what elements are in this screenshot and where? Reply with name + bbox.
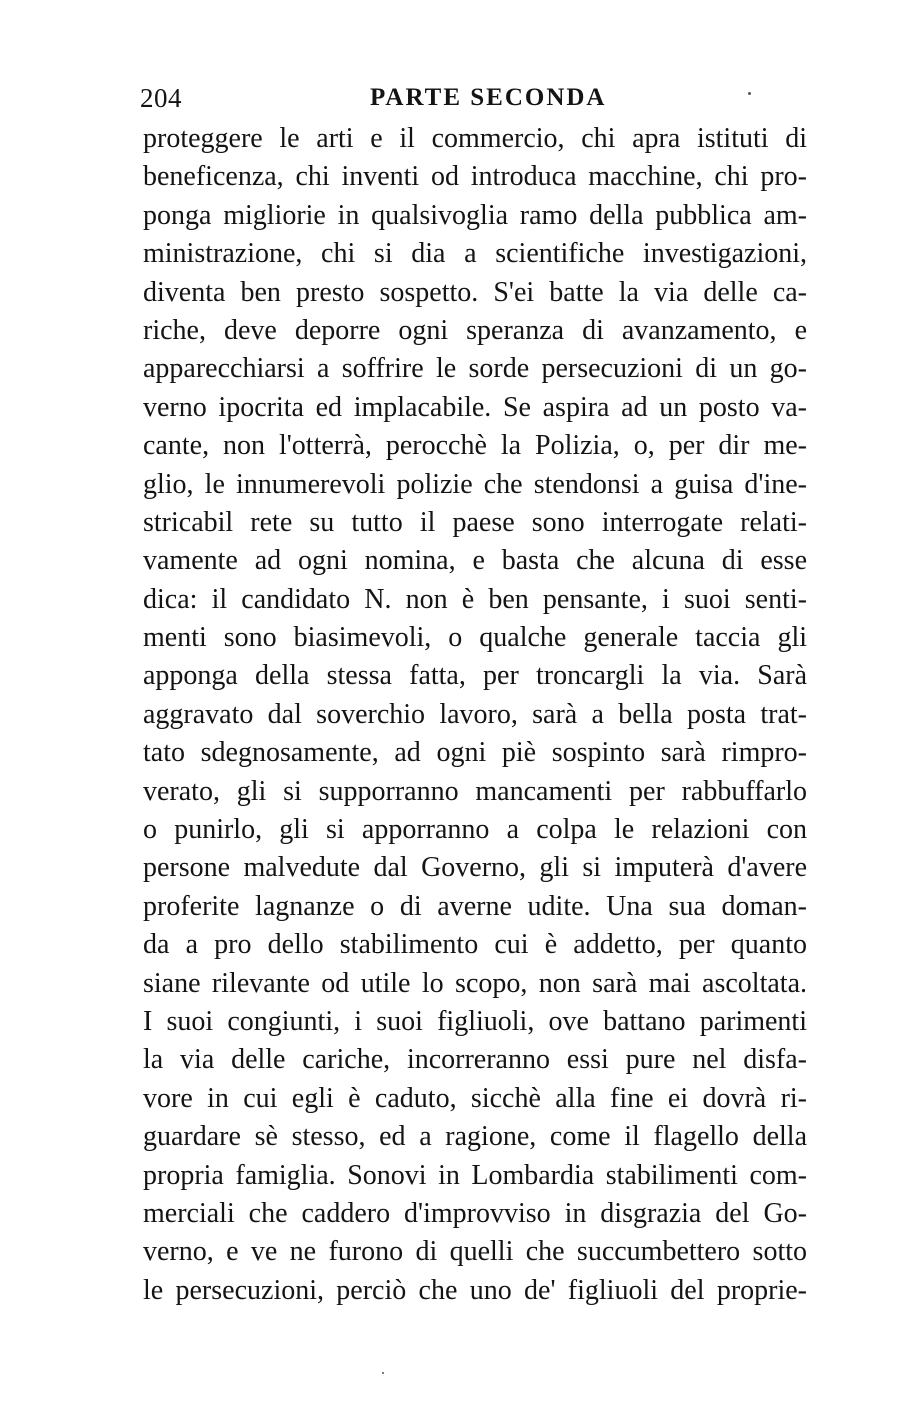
text-line: siane rilevante od utile lo scopo, non sarà mai ascoltata. — [143, 967, 807, 999]
text-line: guardare sè stesso, ed a ragione, come il flagello della — [143, 1121, 807, 1153]
text-line: la via delle cariche, incorreranno essi pure nel disfa- — [143, 1044, 807, 1076]
text-line: apparecchiarsi a soffrire le sorde persecuzioni di un go- — [143, 353, 807, 385]
ink-speck — [748, 92, 751, 95]
text-line: ministrazione, chi si dia a scientifiche investigazioni, — [143, 238, 807, 270]
text-line: le persecuzioni, perciò che uno de' figliuoli del proprie- — [143, 1274, 807, 1306]
text-line: proferite lagnanze o di averne udite. Una sua doman- — [143, 890, 807, 922]
running-title: PARTE SECONDA — [370, 84, 607, 111]
text-line: menti sono biasimevoli, o qualche generale taccia gli — [143, 622, 807, 654]
text-line: o punirlo, gli si apporranno a colpa le relazioni con — [143, 814, 807, 846]
text-line: persone malvedute dal Governo, gli si imputerà d'avere — [143, 852, 807, 884]
text-line: verno ipocrita ed implacabile. Se aspira ad un posto va- — [143, 391, 807, 423]
text-line: cante, non l'otterrà, perocchè la Polizia, o, per dir me- — [143, 430, 807, 462]
ink-speck — [382, 1372, 384, 1374]
text-line: verno, e ve ne furono di quelli che succumbettero sotto — [143, 1236, 807, 1268]
text-line: stricabil rete su tutto il paese sono interrogate relati- — [143, 506, 807, 538]
text-line: I suoi congiunti, i suoi figliuoli, ove battano parimenti — [143, 1005, 807, 1037]
body-text — [143, 120, 807, 1310]
text-line: vamente ad ogni nomina, e basta che alcuna di esse — [143, 545, 807, 577]
text-line: verato, gli si supporranno mancamenti per rabbuffarlo — [143, 775, 807, 807]
text-line: propria famiglia. Sonovi in Lombardia stabilimenti com- — [143, 1159, 807, 1191]
page-header — [140, 80, 805, 116]
text-line: glio, le innumerevoli polizie che stendonsi a guisa d'ine- — [143, 468, 807, 500]
text-line: da a pro dello stabilimento cui è addetto, per quanto — [143, 929, 807, 961]
page-number: 204 — [140, 83, 182, 113]
text-line: beneficenza, chi inventi od introduca macchine, chi pro- — [143, 161, 807, 193]
text-line: tato sdegnosamente, ad ogni piè sospinto sarà rimpro- — [143, 737, 807, 769]
text-line: ponga migliorie in qualsivoglia ramo della pubblica am- — [143, 199, 807, 231]
text-line: vore in cui egli è caduto, sicchè alla fine ei dovrà ri- — [143, 1082, 807, 1114]
text-line: proteggere le arti e il commercio, chi apra istituti di — [143, 123, 807, 154]
text-line: aggravato dal soverchio lavoro, sarà a bella posta trat- — [143, 698, 807, 730]
text-line: riche, deve deporre ogni speranza di avanzamento, e — [143, 314, 807, 346]
text-line: diventa ben presto sospetto. S'ei batte la via delle ca- — [143, 276, 807, 308]
text-line: merciali che caddero d'improvviso in disgrazia del Go- — [143, 1197, 807, 1229]
text-line: apponga della stessa fatta, per troncargli la via. Sarà — [143, 660, 807, 692]
text-line: dica: il candidato N. non è ben pensante, i suoi senti- — [143, 583, 807, 615]
